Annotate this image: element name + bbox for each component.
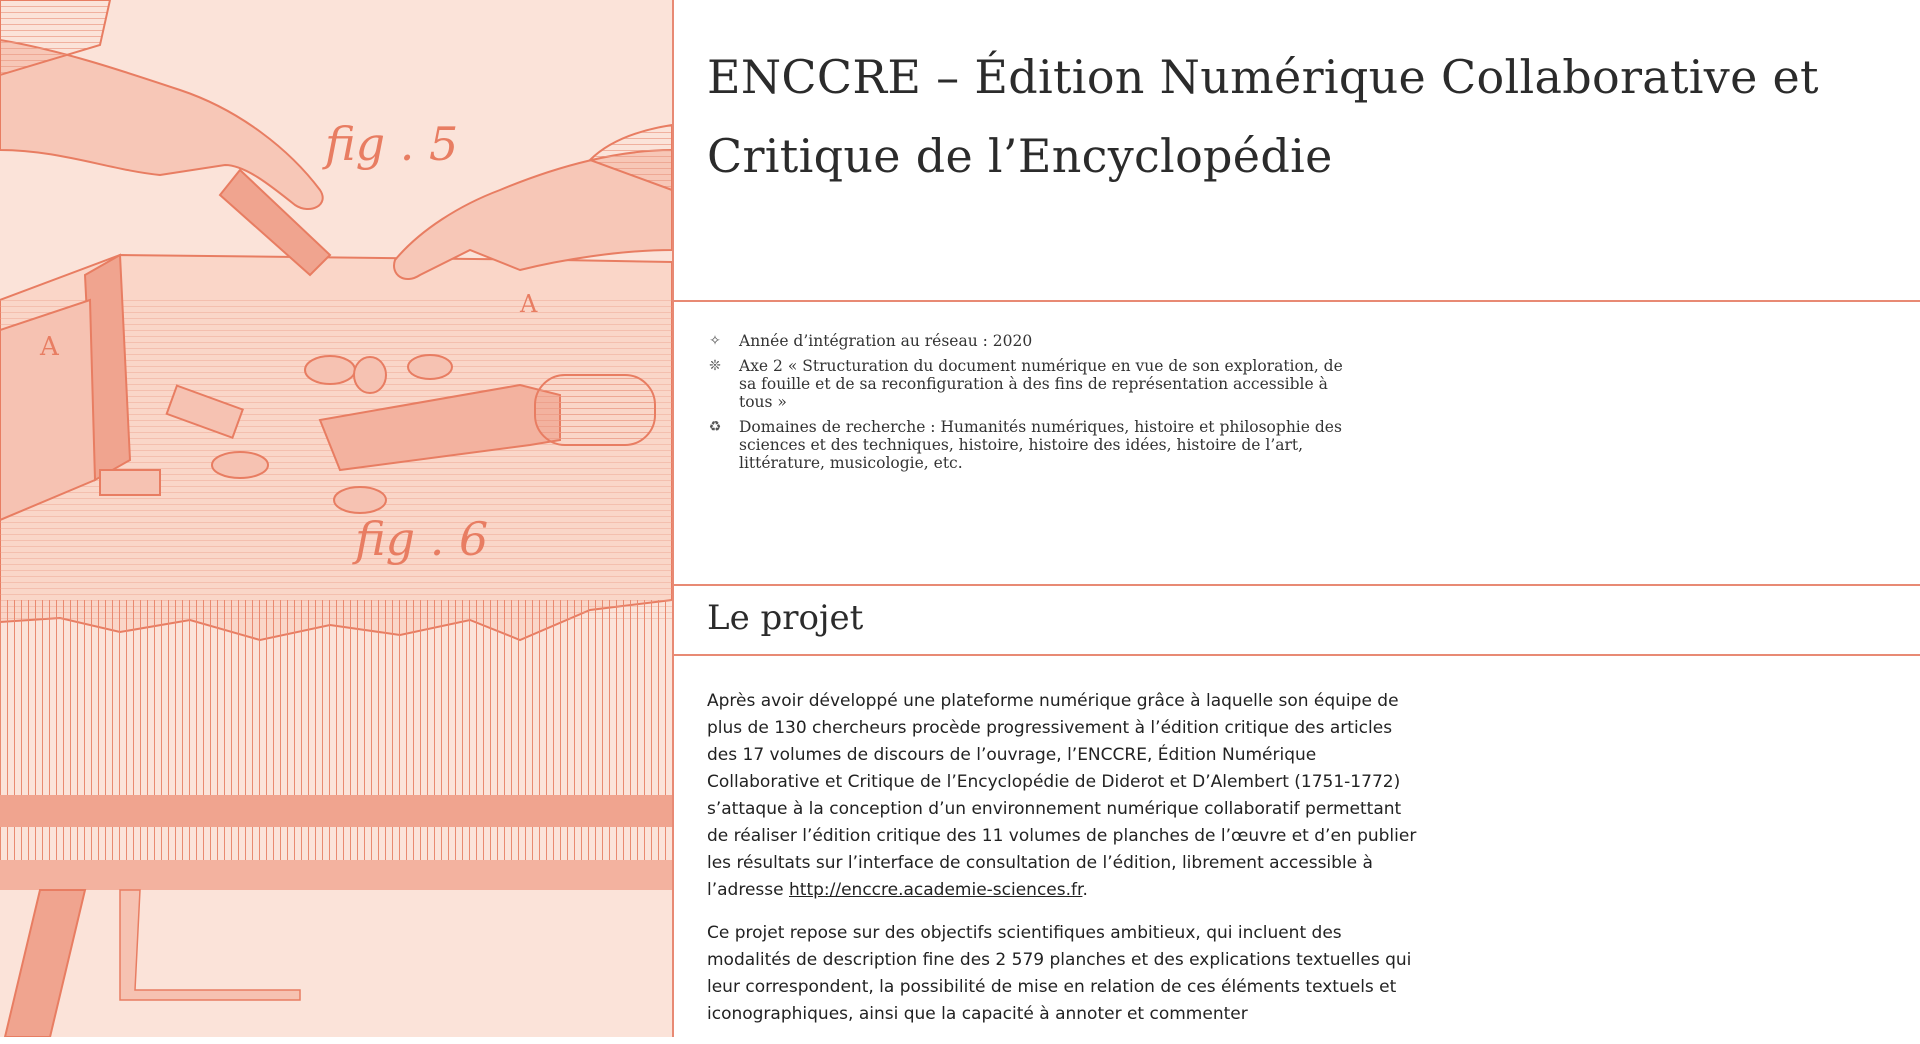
recycle-icon: ♻ [708, 419, 722, 435]
label-a-right: A [520, 290, 538, 318]
enccre-link[interactable]: http://enccre.academie-sciences.fr [789, 880, 1083, 900]
meta-year-text: Année d’intégration au réseau : 2020 [739, 332, 1033, 350]
meta-axis [707, 357, 1347, 411]
sparkle-outline-icon: ✧ [709, 333, 721, 349]
fig6-label: fig . 6 [355, 512, 489, 566]
page-title: ENCCRE – Édition Numérique Collaborative et Critique de l’Encyclopédie [707, 50, 1819, 183]
project-meta-list [707, 332, 1347, 479]
encyclopedie-plate-illustration [0, 0, 672, 1037]
paragraph-2: Ce projet repose sur des objectifs scientifiques ambitieux, qui incluent des modalités de description fine des 2 579 planches et des explications textuelles qui leur correspondent, la possibilité de mise en relation de ces éléments textuels et iconographiques, ainsi que la capacité à annoter et commenter [707, 923, 1412, 1024]
project-description [707, 688, 1427, 1044]
paragraph-1: Après avoir développé une plateforme numérique grâce à laquelle son équipe de plus de 130 chercheurs procède progressivement à l’édition critique des articles des 17 volumes de discours de l’ouvrage, l’ENCCRE, Édition Numérique Collaborative et Critique de l’Encyclopédie de Diderot et D’Alembert (1751-1772) s’attaque à la conception d’un environnement numérique collaboratif permettant de réaliser l’édition critique des 11 volumes de planches de l’œuvre et d’en publier les résultats sur l’interface de consultation de l’édition, librement accessible à l’adresse http://enccre.academie-sciences.fr. [707, 691, 1417, 900]
section-heading: Le projet [707, 598, 864, 638]
meta-year [707, 332, 1347, 350]
meta-domains [707, 418, 1347, 472]
label-a-left: A [40, 332, 59, 362]
meta-domains-text: Domaines de recherche : Humanités numériques, histoire et philosophie des sciences et des techniques, histoire, histoire des idées, histoire de l’art, littérature, musicologie, etc. [739, 418, 1342, 472]
divider-below-section [674, 654, 1920, 656]
meta-axis-text: Axe 2 « Structuration du document numérique en vue de son exploration, de sa fouille et de sa reconfiguration à des fins de représentation accessible à tous » [739, 357, 1343, 411]
fig5-label: fig . 5 [325, 117, 459, 171]
snowflake-icon: ❊ [709, 358, 721, 374]
vertical-divider [672, 0, 674, 1037]
table-front [0, 600, 672, 890]
illustration-panel [0, 0, 672, 1037]
divider-above-section [674, 584, 1920, 586]
left-hand [0, 40, 323, 209]
divider-below-title [674, 300, 1920, 302]
